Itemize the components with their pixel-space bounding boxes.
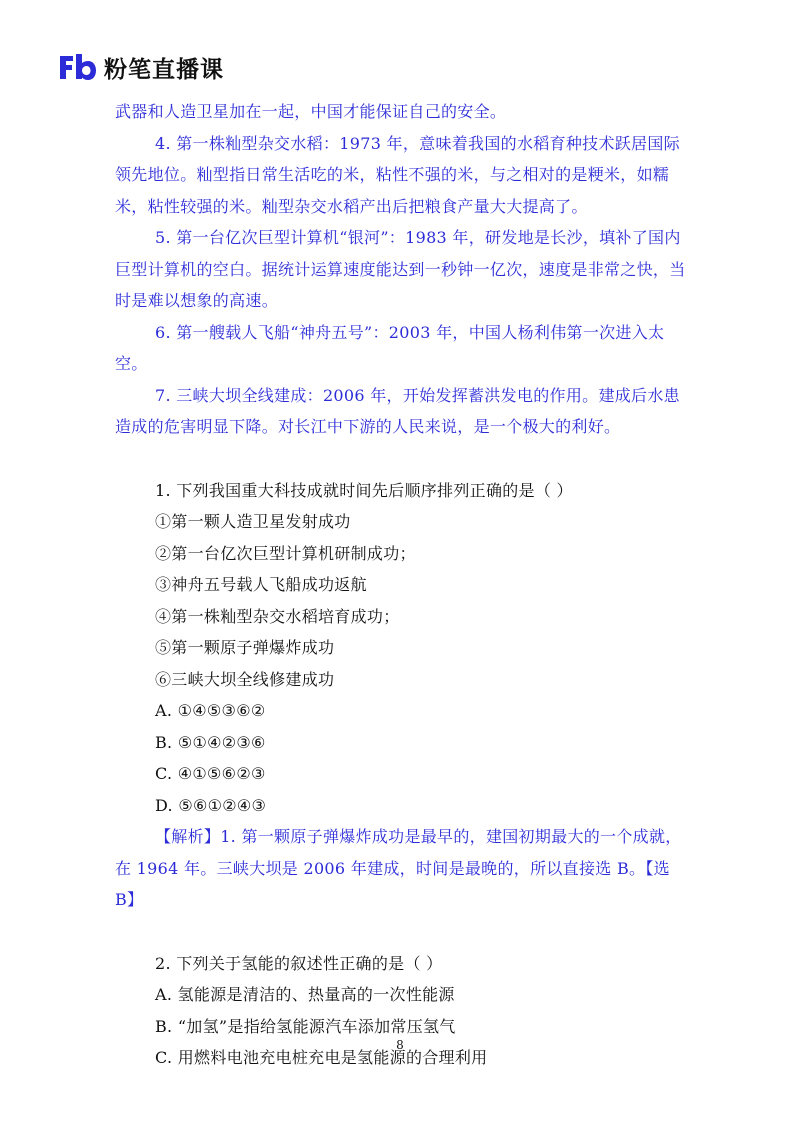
question-1-option-b: B. ⑤①④②③⑥ <box>155 732 266 752</box>
question-2-option-b: B. “加氢”是指给氢能源汽车添加常压氢气 <box>155 1016 456 1036</box>
question-2-stem: 2. 下列关于氢能的叙述性正确的是（ ） <box>155 953 443 973</box>
intro-item-4: 4. 第一株籼型杂交水稻：1973 年，意味着我国的水稻育种技术跃居国际领先地位。籼型指日常生活吃的米，粘性不强的米，与之相对的是粳米，如糯米，粘性较强的米。籼型杂交水稻产出后把粮食产量大大提高了。 <box>115 133 680 216</box>
page-header <box>58 50 224 84</box>
question-1-stem: 1. 下列我国重大科技成就时间先后顺序排列正确的是（ ） <box>155 480 573 500</box>
intro-item-6: 6. 第一艘载人飞船“神舟五号”：2003 年，中国人杨利伟第一次进入太空。 <box>115 322 665 373</box>
question-1 <box>115 475 687 822</box>
fb-logo-icon <box>58 52 98 82</box>
analysis-tag: 【解析】 <box>155 827 221 846</box>
intro-continuation: 武器和人造卫星加在一起，中国才能保证自己的安全。 <box>115 102 507 121</box>
question-1-item: ②第一台亿次巨型计算机研制成功； <box>155 543 416 563</box>
page-number: 8 <box>396 1038 404 1052</box>
question-1-analysis <box>115 821 687 916</box>
question-2 <box>115 948 687 1074</box>
document-body <box>115 96 687 1074</box>
question-2-option-a: A. 氢能源是清洁的、热量高的一次性能源 <box>155 985 455 1004</box>
question-1-item: ④第一株籼型杂交水稻培育成功； <box>155 606 400 626</box>
question-1-item: ⑤第一颗原子弹爆炸成功 <box>155 638 335 657</box>
question-1-option-c: C. ④①⑤⑥②③ <box>155 764 266 783</box>
brand-name: 粉笔直播课 <box>104 56 224 83</box>
question-1-option-d: D. ⑤⑥①②④③ <box>155 795 267 815</box>
question-1-option-a: A. ①④⑤③⑥② <box>155 701 266 720</box>
question-2-option-c: C. 用燃料电池充电桩充电是氢能源的合理利用 <box>155 1048 488 1067</box>
answer-tag: 【选 B】 <box>115 858 670 909</box>
question-1-item: ①第一颗人造卫星发射成功 <box>155 512 351 531</box>
question-1-item: ⑥三峡大坝全线修建成功 <box>155 669 335 689</box>
intro-item-5: 5. 第一台亿次巨型计算机“银河”：1983 年，研发地是长沙，填补了国内巨型计算机的空白。据统计运算速度能达到一秒钟一亿次，速度是非常之快，当时是难以想象的高速。 <box>115 228 686 310</box>
question-1-item: ③神舟五号载人飞船成功返航 <box>155 575 367 594</box>
analysis-text: 1. 第一颗原子弹爆炸成功是最早的，建国初期最大的一个成就，在 1964 年。三峡大坝是 2006 年建成，时间是最晚的，所以直接选 B。 <box>115 827 682 878</box>
intro-item-7: 7. 三峡大坝全线建成：2006 年，开始发挥蓄洪发电的作用。建成后水患造成的危害明显下降。对长江中下游的人民来说，是一个极大的利好。 <box>115 385 680 436</box>
